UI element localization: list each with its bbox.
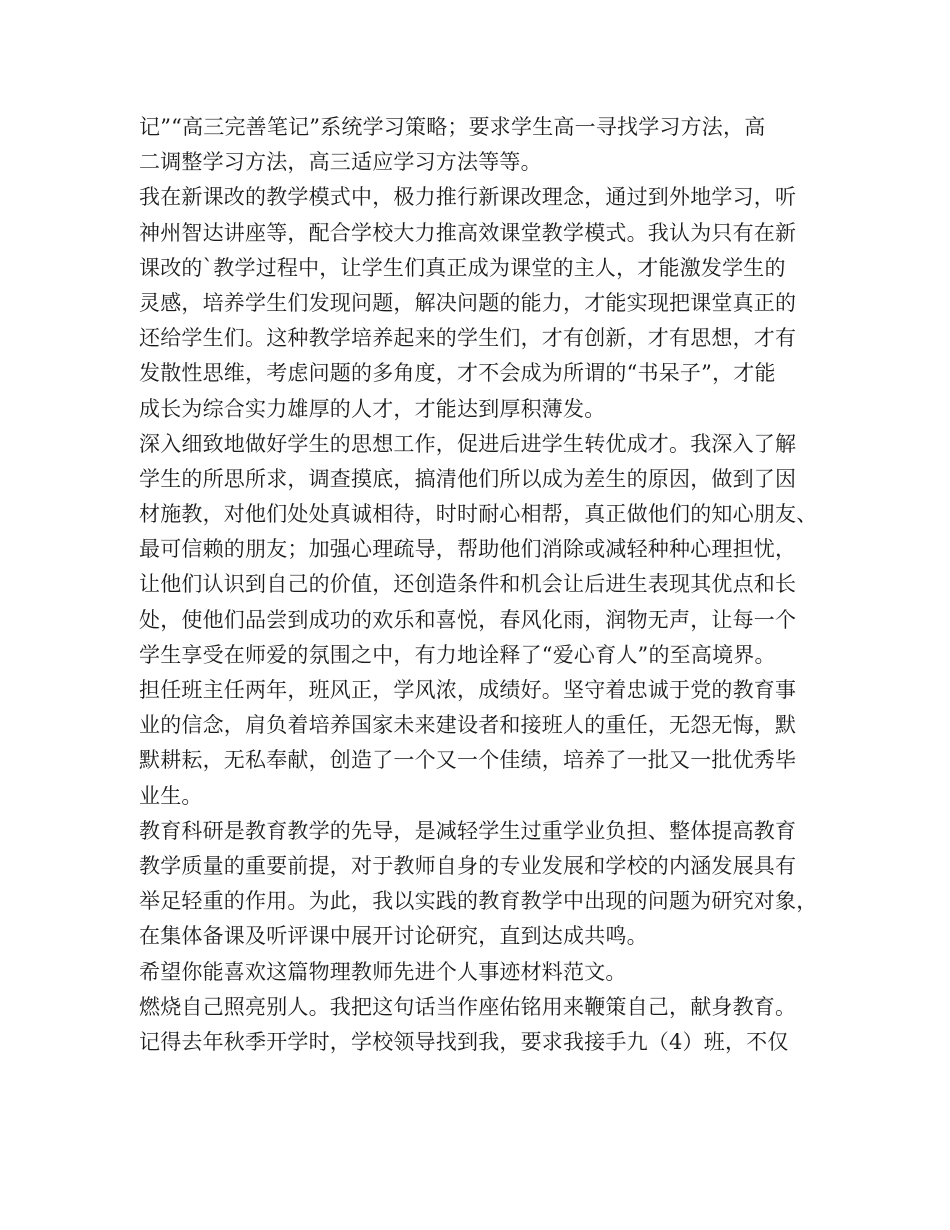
text-line: 课改的`教学过程中，让学生们真正成为课堂的主人，才能激发学生的 bbox=[139, 255, 786, 280]
text-line: 深入细致地做好学生的思想工作，促进后进学生转优成才。我深入了解 bbox=[139, 431, 797, 456]
text-line: 我在新课改的教学模式中，极力推行新课改理念，通过到外地学习，听 bbox=[139, 185, 797, 210]
document-body bbox=[139, 110, 839, 1060]
text-line: 还给学生们。这种教学培养起来的学生们，才有创新，才有思想，才有 bbox=[139, 326, 797, 351]
text-line: 业的信念，肩负着培养国家未来建设者和接班人的重任，无怨无悔，默 bbox=[139, 713, 797, 738]
text-line: 希望你能喜欢这篇物理教师先进个人事迹材料范文。 bbox=[139, 959, 627, 984]
text-line: 处，使他们品尝到成功的欢乐和喜悦，春风化雨，润物无声，让每一个 bbox=[139, 607, 797, 632]
text-line: 材施教，对他们处处真诚相待，时时耐心相帮，真正做他们的知心朋友、 bbox=[139, 502, 818, 527]
text-line: 让他们认识到自己的价值，还创造条件和机会让后进生表现其优点和长 bbox=[139, 572, 797, 597]
text-line: 担任班主任两年，班风正，学风浓，成绩好。坚守着忠诚于党的教育事 bbox=[139, 678, 797, 702]
text-line: 在集体备课及听评课中展开讨论研究，直到达成共鸣。 bbox=[139, 924, 648, 949]
text-line: 教育科研是教育教学的先导，是减轻学生过重学业负担、整体提高教育 bbox=[139, 818, 797, 843]
text-line: 学生享受在师爱的氛围之中，有力地诠释了“爱心育人”的至高境界。 bbox=[139, 642, 776, 667]
text-line: 成长为综合实力雄厚的人才，才能达到厚积薄发。 bbox=[139, 396, 606, 421]
text-line: 发散性思维，考虑问题的多角度，才不会成为所谓的“书呆子”，才能 bbox=[139, 361, 776, 386]
text-line: 燃烧自己照亮别人。我把这句话当作座佑铭用来鞭策自己，献身教育。 bbox=[139, 994, 797, 1019]
text-line: 学生的所思所求，调查摸底，搞清他们所以成为差生的原因，做到了因 bbox=[139, 466, 797, 491]
text-line: 教学质量的重要前提，对于教师自身的专业发展和学校的内涵发展具有 bbox=[139, 853, 797, 878]
text-line: 神州智达讲座等，配合学校大力推高效课堂教学模式。我认为只有在新 bbox=[139, 220, 797, 245]
text-line: 业生。 bbox=[139, 783, 203, 808]
text-line: 最可信赖的朋友；加强心理疏导，帮助他们消除或减轻种种心理担忧， bbox=[139, 537, 797, 562]
text-line: 举足轻重的作用。为此，我以实践的教育教学中出现的问题为研究对象， bbox=[139, 889, 818, 914]
text-line: 默耕耘，无私奉献，创造了一个又一个佳绩，培养了一批又一批优秀毕 bbox=[139, 748, 797, 773]
text-line: 记得去年秋季开学时，学校领导找到我，要求我接手九（4）班，不仅 bbox=[139, 1029, 789, 1054]
text-line: 灵感，培养学生们发现问题，解决问题的能力，才能实现把课堂真正的 bbox=[139, 290, 797, 315]
text-line: 记”“高三完善笔记”系统学习策略；要求学生高一寻找学习方法，高 bbox=[139, 115, 766, 139]
text-line: 二调整学习方法，高三适应学习方法等等。 bbox=[139, 150, 542, 175]
